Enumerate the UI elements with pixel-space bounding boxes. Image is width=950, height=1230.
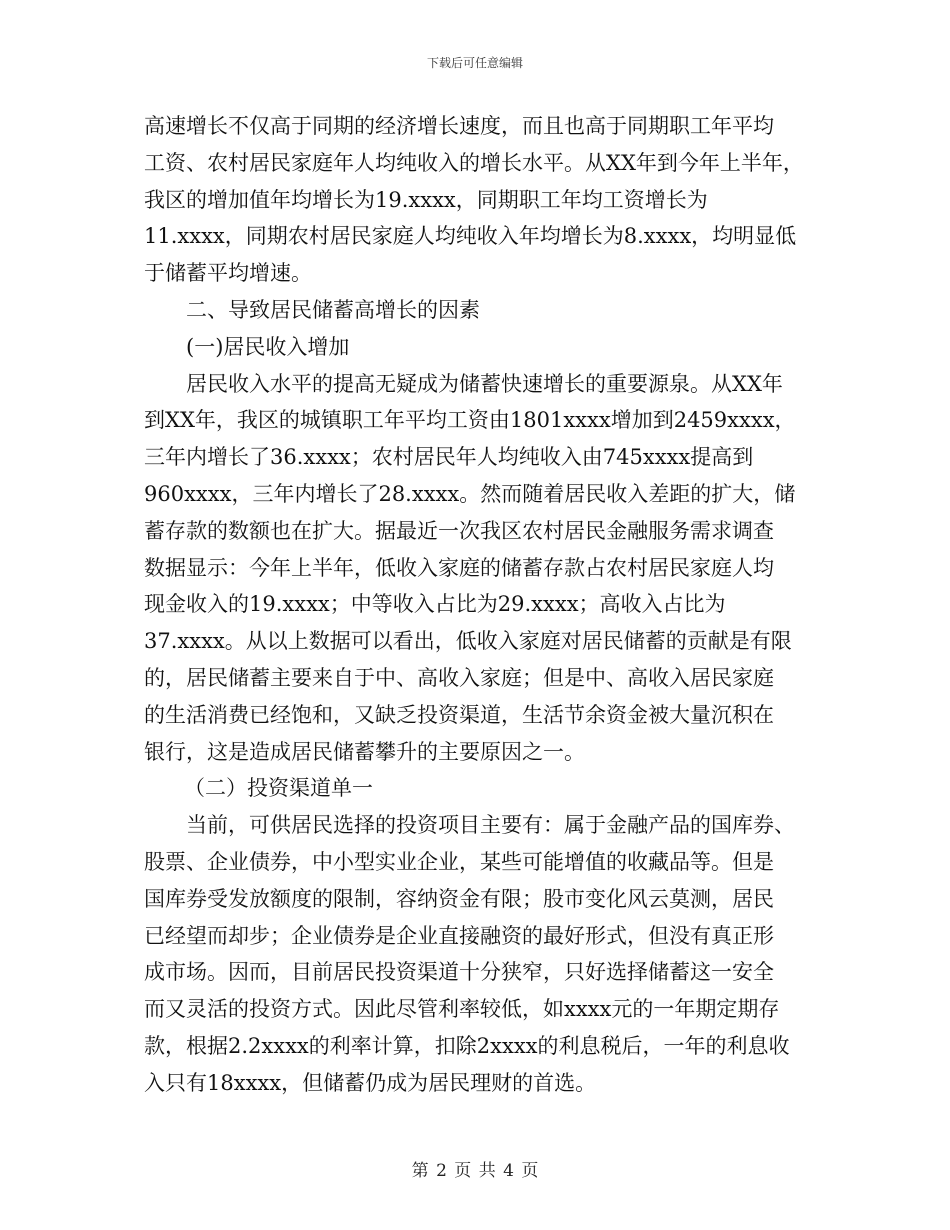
- text-line: 居民收入水平的提高无疑成为储蓄快速增长的重要源泉。从XX年: [186, 371, 783, 396]
- subsection-heading: (一)居民收入增加: [186, 334, 350, 359]
- text-line: 蓄存款的数额也在扩大。据最近一次我区农村居民金融服务需求调查: [144, 518, 774, 543]
- text-line: 三年内增长了36.xxxx；农村居民年人均纯收入由745xxxx提高到: [144, 445, 754, 470]
- text-line: 国库券受发放额度的限制，容纳资金有限；股市变化风云莫测，居民: [144, 886, 774, 911]
- text-line: 已经望而却步；企业债券是企业直接融资的最好形式，但没有真正形: [144, 923, 774, 948]
- text-line: 的生活消费已经饱和，又缺乏投资渠道，生活节余资金被大量沉积在: [144, 702, 774, 727]
- text-line: 的，居民储蓄主要来自于中、高收入家庭；但是中、高收入居民家庭: [144, 665, 774, 690]
- text-line: 成市场。因而，目前居民投资渠道十分狭窄，只好选择储蓄这一安全: [144, 960, 774, 985]
- section-heading: 二、导致居民储蓄高增长的因素: [186, 297, 480, 322]
- text-line: 而又灵活的投资方式。因此尽管利率较低，如xxxx元的一年期定期存: [144, 997, 780, 1022]
- text-line: 960xxxx，三年内增长了28.xxxx。然而随着居民收入差距的扩大，储: [144, 481, 796, 506]
- text-line: 款，根据2.2xxxx的利率计算，扣除2xxxx的利息税后，一年的利息收: [144, 1033, 790, 1058]
- text-line: 37.xxxx。从以上数据可以看出，低收入家庭对居民储蓄的贡献是有限: [144, 629, 792, 654]
- text-line: 现金收入的19.xxxx；中等收入占比为29.xxxx；高收入占比为: [144, 592, 726, 617]
- text-line: 于储蓄平均增速。: [144, 261, 312, 286]
- text-line: 当前，可供居民选择的投资项目主要有：属于金融产品的国库券、: [186, 813, 795, 838]
- text-line: 数据显示：今年上半年，低收入家庭的储蓄存款占农村居民家庭人均: [144, 555, 774, 580]
- subsection-heading: （二）投资渠道单一: [184, 776, 373, 801]
- text-line: 工资、农村居民家庭年人均纯收入的增长水平。从XX年到今年上半年，: [144, 150, 804, 175]
- text-line: 入只有18xxxx，但储蓄仍成为居民理财的首选。: [144, 1070, 597, 1095]
- text-line: 到XX年，我区的城镇职工年平均工资由1801xxxx增加到2459xxxx，: [144, 408, 796, 433]
- text-line: 高速增长不仅高于同期的经济增长速度，而且也高于同期职工年平均: [144, 114, 774, 138]
- page-number: 第 2 页 共 4 页: [411, 1161, 539, 1181]
- text-line: 股票、企业债券，中小型实业企业，某些可能增值的收藏品等。但是: [144, 849, 774, 874]
- page-header: 下载后可任意编辑: [426, 56, 523, 70]
- document-body: [144, 108, 814, 1102]
- text-line: 我区的增加值年均增长为19.xxxx，同期职工年均工资增长为: [144, 187, 708, 212]
- text-line: 11.xxxx，同期农村居民家庭人均纯收入年均增长为8.xxxx，均明显低: [144, 224, 797, 249]
- text-line: 银行，这是造成居民储蓄攀升的主要原因之一。: [144, 739, 585, 764]
